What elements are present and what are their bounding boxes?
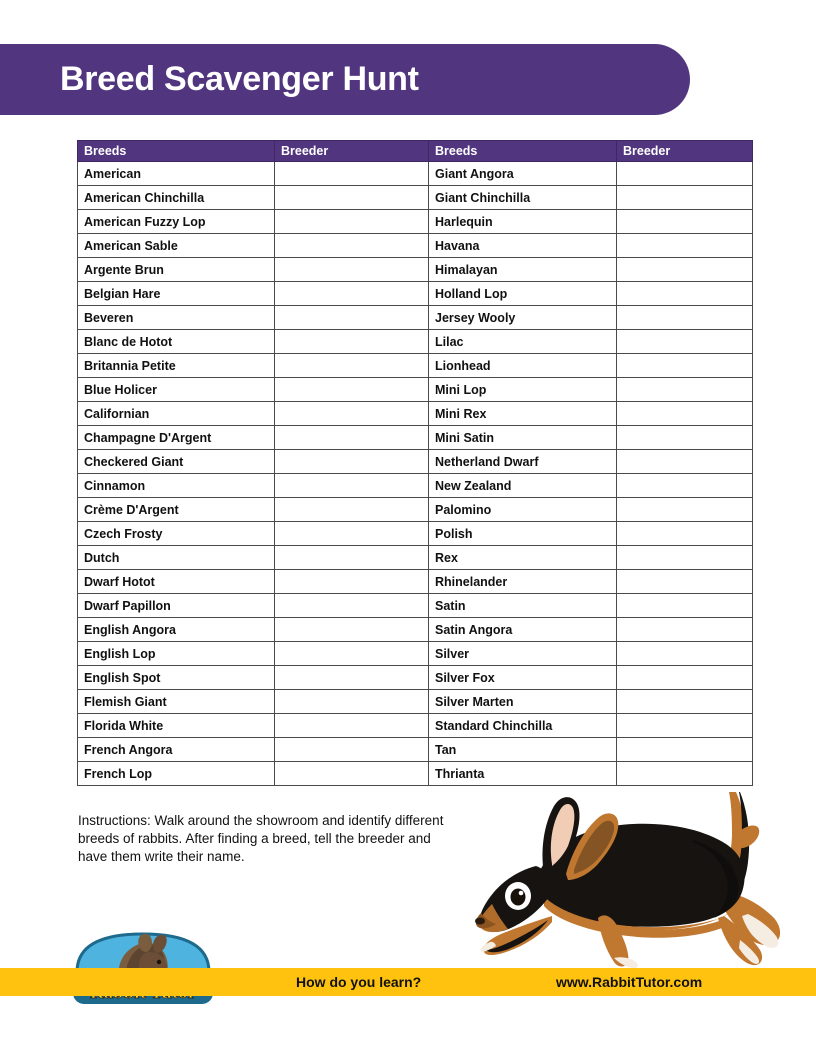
cell-breed-left: English Lop [78,642,275,666]
footer-tagline: How do you learn? [296,974,422,990]
cell-breeder-right[interactable] [617,762,753,786]
cell-breed-left: Belgian Hare [78,282,275,306]
column-header-breeder-right: Breeder [617,141,753,162]
table-row [78,306,753,330]
cell-breeder-right[interactable] [617,546,753,570]
table-row [78,402,753,426]
cell-breeder-left[interactable] [275,474,429,498]
cell-breed-left: Blue Holicer [78,378,275,402]
cell-breeder-left[interactable] [275,738,429,762]
cell-breeder-left[interactable] [275,642,429,666]
table-row [78,378,753,402]
cell-breeder-left[interactable] [275,666,429,690]
cell-breeder-left[interactable] [275,714,429,738]
cell-breeder-left[interactable] [275,450,429,474]
cell-breed-right: Lionhead [429,354,617,378]
cell-breeder-right[interactable] [617,426,753,450]
cell-breeder-left[interactable] [275,234,429,258]
cell-breeder-right[interactable] [617,210,753,234]
cell-breeder-left[interactable] [275,186,429,210]
cell-breed-left: Blanc de Hotot [78,330,275,354]
cell-breed-right: New Zealand [429,474,617,498]
cell-breed-right: Havana [429,234,617,258]
table-row [78,618,753,642]
table-row [78,186,753,210]
cell-breeder-right[interactable] [617,594,753,618]
cell-breed-left: Beveren [78,306,275,330]
table-row [78,210,753,234]
table-row [78,234,753,258]
cell-breed-right: Giant Angora [429,162,617,186]
column-header-breeder-left: Breeder [275,141,429,162]
cell-breeder-right[interactable] [617,378,753,402]
cell-breeder-left[interactable] [275,354,429,378]
cell-breeder-left[interactable] [275,618,429,642]
leaping-rabbit-illustration [448,788,784,970]
table-row [78,162,753,186]
cell-breed-right: Harlequin [429,210,617,234]
table-row [78,714,753,738]
cell-breed-left: American Fuzzy Lop [78,210,275,234]
table-row [78,642,753,666]
column-header-breeds-right: Breeds [429,141,617,162]
table-row [78,762,753,786]
cell-breed-right: Thrianta [429,762,617,786]
cell-breed-right: Palomino [429,498,617,522]
cell-breeder-right[interactable] [617,714,753,738]
cell-breeder-right[interactable] [617,354,753,378]
cell-breed-left: Checkered Giant [78,450,275,474]
cell-breeder-left[interactable] [275,210,429,234]
cell-breed-left: Californian [78,402,275,426]
cell-breeder-right[interactable] [617,186,753,210]
cell-breed-right: Silver [429,642,617,666]
cell-breed-left: Dutch [78,546,275,570]
cell-breeder-right[interactable] [617,258,753,282]
cell-breeder-right[interactable] [617,306,753,330]
cell-breed-right: Himalayan [429,258,617,282]
cell-breed-right: Mini Lop [429,378,617,402]
cell-breed-left: Flemish Giant [78,690,275,714]
column-header-breeds-left: Breeds [78,141,275,162]
cell-breeder-right[interactable] [617,162,753,186]
cell-breed-right: Rhinelander [429,570,617,594]
table-row [78,594,753,618]
cell-breeder-right[interactable] [617,498,753,522]
cell-breeder-right[interactable] [617,690,753,714]
cell-breeder-left[interactable] [275,546,429,570]
cell-breeder-left[interactable] [275,330,429,354]
cell-breed-right: Lilac [429,330,617,354]
cell-breeder-left[interactable] [275,378,429,402]
cell-breeder-left[interactable] [275,426,429,450]
cell-breed-right: Silver Fox [429,666,617,690]
cell-breeder-left[interactable] [275,762,429,786]
cell-breeder-right[interactable] [617,738,753,762]
cell-breed-right: Satin [429,594,617,618]
cell-breed-left: Crème D'Argent [78,498,275,522]
cell-breeder-left[interactable] [275,282,429,306]
table-row [78,450,753,474]
table-row [78,258,753,282]
table-row [78,330,753,354]
cell-breed-right: Holland Lop [429,282,617,306]
table-row [78,546,753,570]
table-row [78,690,753,714]
cell-breed-right: Tan [429,738,617,762]
cell-breeder-right[interactable] [617,642,753,666]
cell-breeder-right[interactable] [617,234,753,258]
breed-scavenger-hunt-table [77,140,753,786]
cell-breed-left: Argente Brun [78,258,275,282]
cell-breed-left: American Chinchilla [78,186,275,210]
table-row [78,570,753,594]
cell-breeder-right[interactable] [617,402,753,426]
cell-breed-right: Standard Chinchilla [429,714,617,738]
cell-breed-left: Czech Frosty [78,522,275,546]
cell-breed-left: French Angora [78,738,275,762]
cell-breeder-right[interactable] [617,522,753,546]
cell-breed-right: Jersey Wooly [429,306,617,330]
cell-breed-left: Britannia Petite [78,354,275,378]
cell-breed-left: Dwarf Papillon [78,594,275,618]
cell-breeder-left[interactable] [275,570,429,594]
cell-breeder-left[interactable] [275,498,429,522]
table-row [78,498,753,522]
cell-breeder-left[interactable] [275,594,429,618]
cell-breed-left: Cinnamon [78,474,275,498]
table-row [78,426,753,450]
cell-breeder-right[interactable] [617,570,753,594]
cell-breeder-right[interactable] [617,474,753,498]
page-header-banner [0,44,690,115]
cell-breeder-left[interactable] [275,306,429,330]
cell-breeder-left[interactable] [275,258,429,282]
cell-breed-right: Mini Rex [429,402,617,426]
cell-breed-left: Dwarf Hotot [78,570,275,594]
cell-breed-right: Silver Marten [429,690,617,714]
cell-breed-right: Polish [429,522,617,546]
cell-breed-left: American [78,162,275,186]
cell-breeder-right[interactable] [617,330,753,354]
table-row [78,522,753,546]
cell-breeder-right[interactable] [617,618,753,642]
cell-breeder-left[interactable] [275,522,429,546]
cell-breed-right: Rex [429,546,617,570]
cell-breed-left: English Angora [78,618,275,642]
instructions-text: Instructions: Walk around the showroom and identify different breeds of rabbits. After finding a breed, tell the breeder and have them write their name. [78,813,444,864]
table-row [78,666,753,690]
cell-breeder-right[interactable] [617,666,753,690]
table-row [78,282,753,306]
cell-breed-right: Netherland Dwarf [429,450,617,474]
cell-breed-left: Florida White [78,714,275,738]
cell-breed-left: Champagne D'Argent [78,426,275,450]
cell-breeder-left[interactable] [275,690,429,714]
cell-breed-right: Giant Chinchilla [429,186,617,210]
table-row [78,738,753,762]
cell-breeder-right[interactable] [617,282,753,306]
cell-breed-left: French Lop [78,762,275,786]
cell-breeder-left[interactable] [275,162,429,186]
cell-breed-left: English Spot [78,666,275,690]
table-row [78,474,753,498]
page-title: Breed Scavenger Hunt [60,60,419,98]
cell-breed-right: Mini Satin [429,426,617,450]
cell-breed-right: Satin Angora [429,618,617,642]
cell-breeder-right[interactable] [617,450,753,474]
table-row [78,354,753,378]
cell-breeder-left[interactable] [275,402,429,426]
cell-breed-left: American Sable [78,234,275,258]
footer-website-url[interactable]: www.RabbitTutor.com [556,974,703,990]
table-header-row [78,141,753,162]
